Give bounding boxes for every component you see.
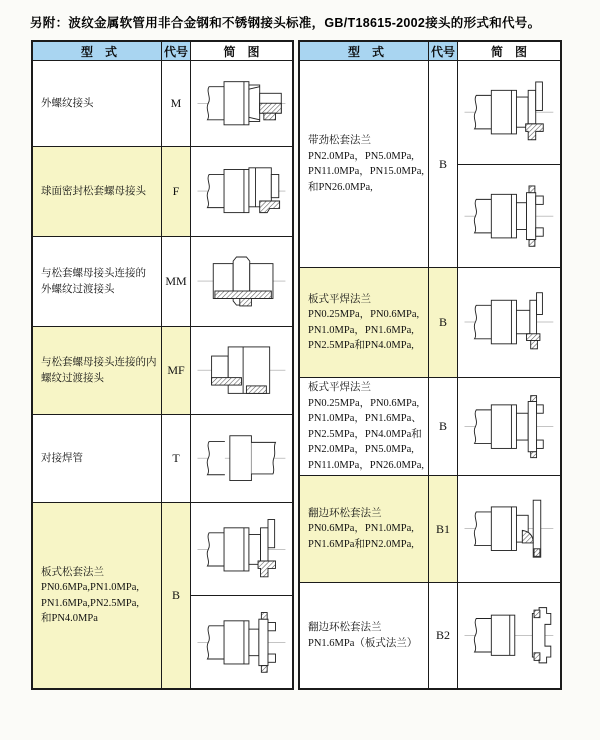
code-cell: B2 <box>429 583 458 688</box>
type-line: PN2.5MPa，PN4.0MPa和 <box>308 428 422 440</box>
table-row <box>33 502 292 688</box>
diagram-cell <box>458 378 560 475</box>
loose-flange-tab-diagram-icon <box>191 503 292 595</box>
type-cell <box>33 415 162 502</box>
type-cell <box>300 268 429 377</box>
type-line: PN0.25MPa，PN0.6MPa, <box>308 397 420 409</box>
header-type: 型 式 <box>300 42 429 60</box>
diagram-cell <box>458 476 560 582</box>
diagram-cell <box>458 61 560 267</box>
diagram-cell <box>191 237 292 326</box>
table-row <box>33 326 292 414</box>
fitting-tables <box>31 40 600 690</box>
weld-flange-bolted-diagram-icon <box>458 378 560 475</box>
header-code: 代号 <box>162 42 191 60</box>
type-cell <box>33 147 162 236</box>
table-row <box>300 60 560 267</box>
type-line: PN1.0MPa，PN1.6MPa, <box>308 324 414 336</box>
type-cell <box>33 61 162 146</box>
type-line: 翻边环松套法兰 <box>308 507 382 519</box>
diagram-cell <box>191 61 292 146</box>
type-line: PN0.25MPa，PN0.6MPa, <box>308 309 420 320</box>
type-line: PN2.0MPa，PN5.0MPa, <box>308 150 414 162</box>
type-cell <box>33 503 162 688</box>
butt-weld-diagram-icon <box>191 415 292 502</box>
type-line: PN1.6MPa和PN2.0MPa, <box>308 538 414 550</box>
type-line: PN11.0MPa，PN26.0MPa, <box>308 459 425 471</box>
code-cell: MM <box>162 237 191 326</box>
type-cell <box>300 583 429 688</box>
loose-flange-tab-diagram-icon <box>458 61 560 164</box>
page-title: 另附：波纹金属软管用非合金钢和不锈钢接头标准，GB/T18615-2002接头的形式和代号。 <box>30 16 541 30</box>
table-row <box>300 377 560 475</box>
right-table-body <box>300 60 560 688</box>
type-line: 螺纹过渡接头 <box>41 372 104 384</box>
code-cell: F <box>162 147 191 236</box>
right-table-header <box>300 42 560 60</box>
diagram-cell <box>458 583 560 688</box>
loose-flange-bolted-diagram-icon <box>458 164 560 268</box>
type-line: 板式平焊法兰 <box>308 293 371 305</box>
type-line: 板式平焊法兰 <box>308 382 371 393</box>
left-table-body <box>33 60 292 688</box>
diagram-cell <box>191 147 292 236</box>
type-cell <box>300 378 429 475</box>
type-cell <box>33 327 162 414</box>
type-line: 翻边环松套法兰 <box>308 622 382 633</box>
code-cell: B <box>162 503 191 688</box>
diagram-cell <box>191 415 292 502</box>
table-row <box>300 267 560 377</box>
left-table-header <box>33 42 292 60</box>
union-nut-diagram-icon <box>191 147 292 236</box>
type-line: 球面密封松套螺母接头 <box>41 185 146 197</box>
type-line: PN0.6MPa,PN1.0MPa, <box>41 582 140 593</box>
table-row <box>33 146 292 236</box>
code-cell: B <box>429 61 458 267</box>
diagram-cell <box>191 503 292 688</box>
type-line: 与松套螺母接头连接的内 <box>41 357 157 368</box>
table-row <box>300 582 560 688</box>
type-line: PN2.5MPa和PN4.0MPa, <box>308 340 414 351</box>
type-line: PN1.6MPa,PN2.5MPa, <box>41 597 140 609</box>
adapter-female-diagram-icon <box>191 327 292 414</box>
table-row <box>33 414 292 502</box>
header-code: 代号 <box>429 42 458 60</box>
type-cell <box>300 61 429 267</box>
type-line: PN1.6MPa（板式法兰） <box>308 637 418 649</box>
table-row <box>300 475 560 582</box>
type-line: 带劲松套法兰 <box>308 135 371 146</box>
left-table <box>31 40 294 690</box>
type-line: 外螺纹接头 <box>41 97 94 109</box>
loose-flange-bolted-diagram-icon <box>191 595 292 688</box>
type-cell <box>33 237 162 326</box>
type-line: 与松套螺母接头连接的 <box>41 268 146 279</box>
header-type: 型 式 <box>33 42 162 60</box>
code-cell: T <box>162 415 191 502</box>
type-line: PN1.0MPa，PN1.6MPa、 <box>308 413 422 424</box>
diagram-cell <box>458 268 560 377</box>
weld-flange-tab-diagram-icon <box>458 268 560 377</box>
type-line: PN0.6MPa，PN1.0MPa, <box>308 523 414 535</box>
type-line: 和PN26.0MPa, <box>308 181 373 193</box>
type-cell <box>300 476 429 582</box>
code-cell: B1 <box>429 476 458 582</box>
type-line: 板式松套法兰 <box>41 566 104 578</box>
serrated-ring-flange-diagram-icon <box>458 583 560 688</box>
male-thread-diagram-icon <box>191 61 292 146</box>
right-table <box>298 40 562 690</box>
flared-ring-flange-diagram-icon <box>458 476 560 582</box>
header-diagram: 简 图 <box>458 42 560 60</box>
type-line: 和PN4.0MPa <box>41 613 98 624</box>
code-cell: B <box>429 268 458 377</box>
table-row <box>33 236 292 326</box>
code-cell: M <box>162 61 191 146</box>
adapter-male-diagram-icon <box>191 237 292 326</box>
code-cell: MF <box>162 327 191 414</box>
type-line: 对接焊管 <box>41 452 83 464</box>
type-line: PN11.0MPa，PN15.0MPa, <box>308 166 425 177</box>
code-cell: B <box>429 378 458 475</box>
diagram-cell <box>191 327 292 414</box>
table-row <box>33 60 292 146</box>
type-line: 外螺纹过渡接头 <box>41 283 115 295</box>
type-line: PN2.0MPa，PN5.0MPa, <box>308 444 414 455</box>
header-diagram: 简 图 <box>191 42 292 60</box>
